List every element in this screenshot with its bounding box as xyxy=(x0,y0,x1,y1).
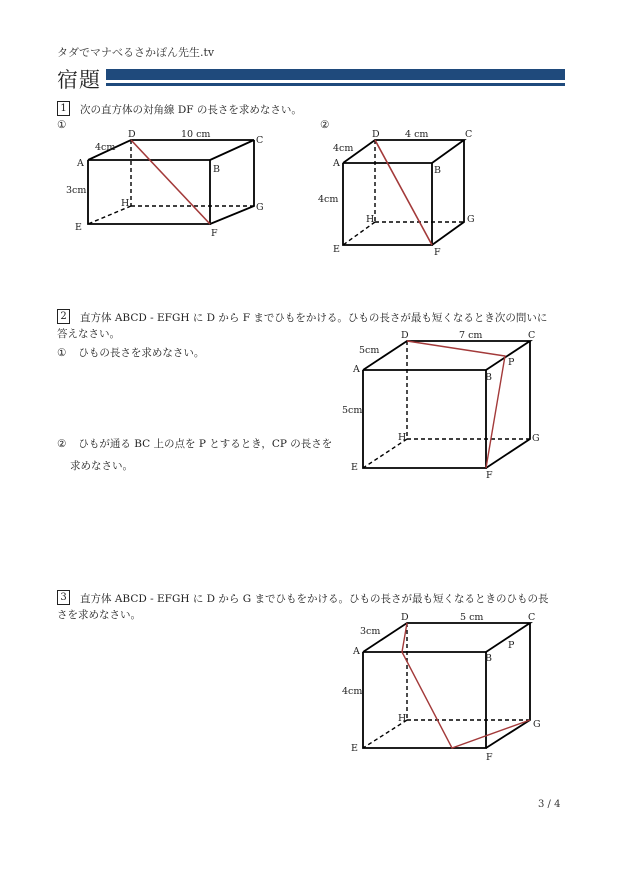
sub-text: ひもの長さを求めなさい。 xyxy=(78,347,205,359)
svg-text:H: H xyxy=(398,713,407,724)
svg-text:5 cm: 5 cm xyxy=(460,612,484,623)
svg-text:G: G xyxy=(532,433,540,444)
svg-text:H: H xyxy=(121,198,130,209)
cuboid-figure-q3 xyxy=(342,612,541,763)
svg-text:C: C xyxy=(528,330,536,341)
page-title: 宿題 xyxy=(57,68,101,92)
svg-text:C: C xyxy=(528,612,536,623)
svg-text:C: C xyxy=(465,129,473,140)
sub-text: ひもが通る BC 上の点を P とするとき，CP の長さを xyxy=(78,438,333,450)
cuboid-figure-1 xyxy=(66,129,264,239)
sub-marker-2: ② xyxy=(320,119,330,131)
svg-text:G: G xyxy=(256,202,264,213)
svg-text:H: H xyxy=(366,214,375,225)
svg-text:D: D xyxy=(401,612,409,623)
svg-text:H: H xyxy=(398,432,407,443)
svg-text:4cm: 4cm xyxy=(342,686,363,697)
svg-text:3cm: 3cm xyxy=(360,626,381,637)
svg-text:P: P xyxy=(508,640,515,651)
svg-text:A: A xyxy=(353,646,360,657)
question-text: 次の直方体の対角線 DF の長さを求めなさい。 xyxy=(80,104,302,116)
svg-text:7 cm: 7 cm xyxy=(459,330,483,341)
svg-text:3cm: 3cm xyxy=(66,185,87,196)
svg-text:B: B xyxy=(485,653,492,664)
svg-text:E: E xyxy=(75,222,82,233)
svg-text:D: D xyxy=(128,129,136,140)
svg-text:F: F xyxy=(486,752,493,763)
question-text: 直方体 ABCD - EFGH に D から G までひもをかける。ひもの長さが最も短くなるときのひもの長 xyxy=(80,593,549,605)
cuboid-figure-2 xyxy=(318,129,475,258)
svg-text:P: P xyxy=(508,357,515,368)
svg-text:10 cm: 10 cm xyxy=(181,129,211,140)
svg-text:E: E xyxy=(351,462,358,473)
question-text-cont: 答えなさい。 xyxy=(57,328,120,340)
question-text-cont: さを求めなさい。 xyxy=(57,609,141,621)
svg-text:B: B xyxy=(434,165,441,176)
svg-text:B: B xyxy=(213,164,220,175)
svg-text:5cm: 5cm xyxy=(359,345,380,356)
sub-marker: ① xyxy=(57,347,67,359)
svg-text:F: F xyxy=(434,247,441,258)
question-number-box: 1 xyxy=(57,101,70,116)
svg-text:4cm: 4cm xyxy=(318,194,339,205)
svg-text:G: G xyxy=(467,214,475,225)
cuboid-figure-q2 xyxy=(342,330,540,481)
svg-text:A: A xyxy=(353,364,360,375)
svg-text:E: E xyxy=(333,244,340,255)
svg-text:A: A xyxy=(77,158,84,169)
svg-text:C: C xyxy=(256,135,264,146)
sub-text-cont: 求めなさい。 xyxy=(70,460,133,472)
svg-text:G: G xyxy=(533,719,541,730)
site-name: タダでマナべるさかぽん先生.tv xyxy=(57,46,215,59)
question-number-box: 2 xyxy=(57,309,70,324)
question-number-box: 3 xyxy=(57,590,70,605)
svg-text:5cm: 5cm xyxy=(342,405,363,416)
diagonal-df xyxy=(131,140,210,224)
question-text: 直方体 ABCD - EFGH に D から F までひもをかける。ひもの長さが最も短くなるとき次の問いに xyxy=(80,312,548,324)
svg-text:E: E xyxy=(351,743,358,754)
svg-text:F: F xyxy=(211,228,218,239)
svg-text:B: B xyxy=(485,372,492,383)
sub-marker-1: ① xyxy=(57,119,67,131)
svg-text:4cm: 4cm xyxy=(95,142,116,153)
svg-text:4 cm: 4 cm xyxy=(405,129,429,140)
page-number: 3 / 4 xyxy=(538,799,561,810)
svg-text:F: F xyxy=(486,470,493,481)
svg-text:A: A xyxy=(333,158,340,169)
svg-text:D: D xyxy=(401,330,409,341)
sub-marker: ② xyxy=(57,438,67,450)
svg-text:D: D xyxy=(372,129,380,140)
svg-text:4cm: 4cm xyxy=(333,143,354,154)
